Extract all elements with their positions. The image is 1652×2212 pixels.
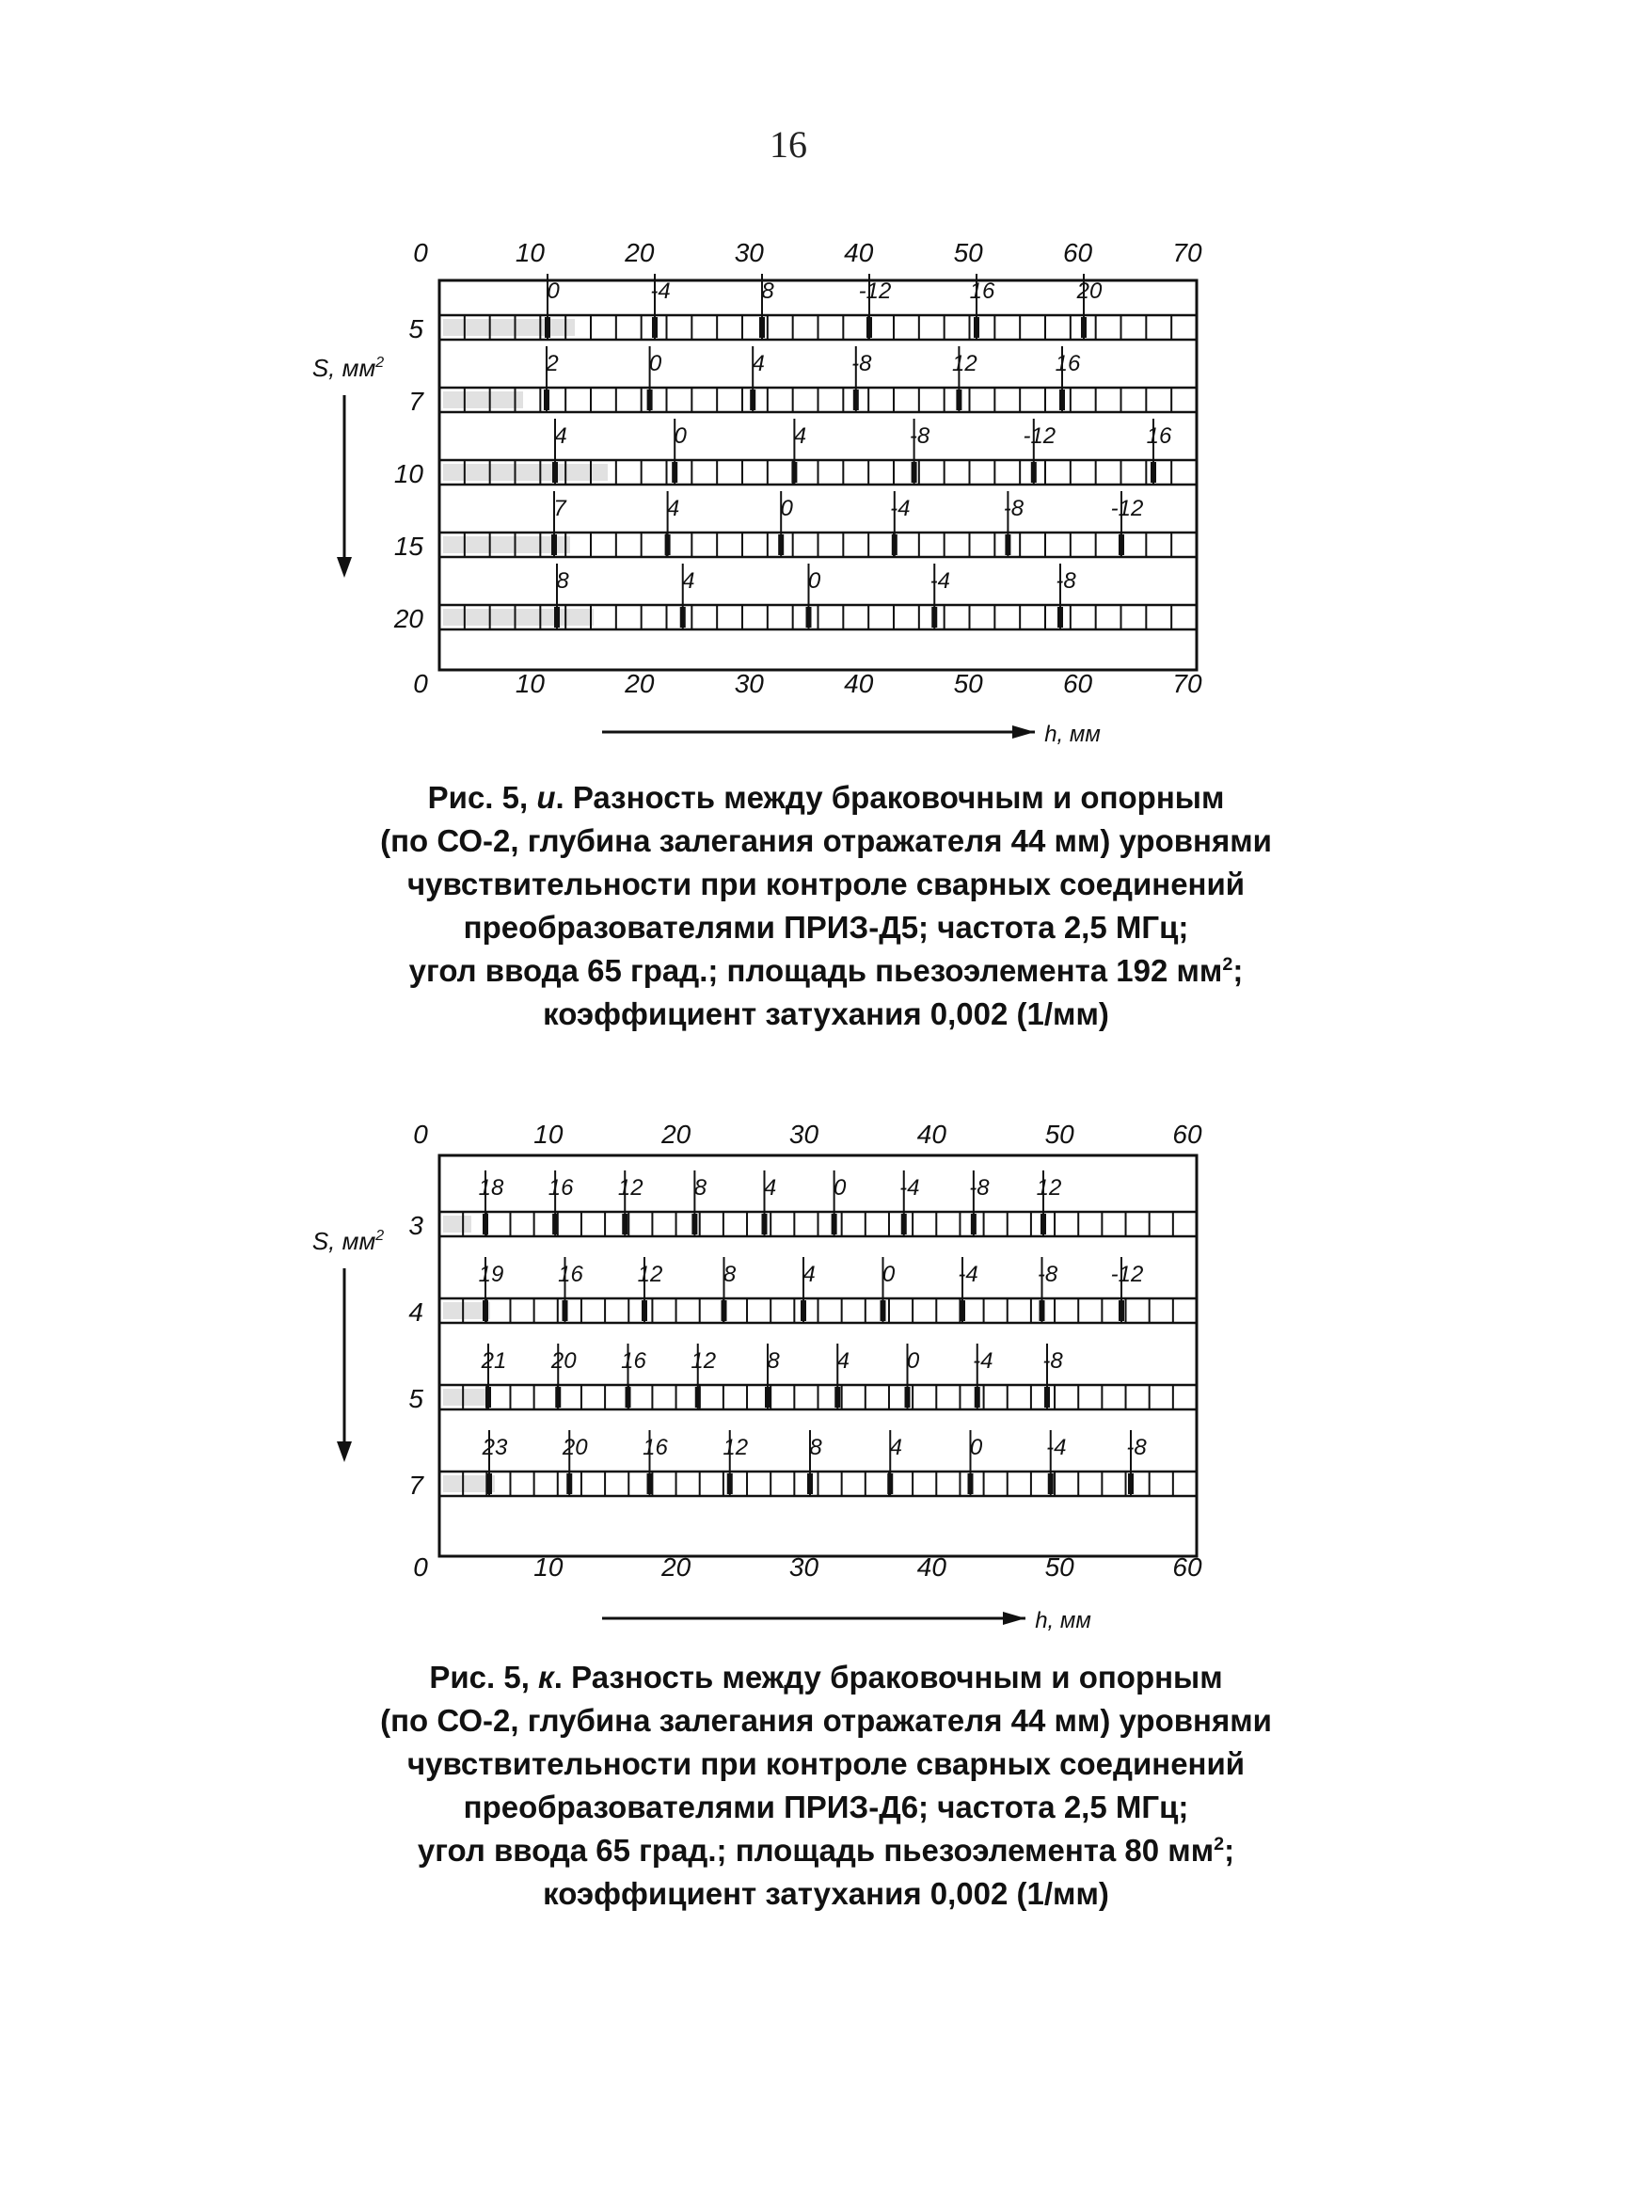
row-value-marker (1040, 1300, 1045, 1321)
bottom-scale-label: 40 (916, 1552, 946, 1582)
row-value-marker (626, 1387, 631, 1408)
row-value-marker (680, 607, 686, 628)
row-value-marker (486, 1473, 492, 1494)
bottom-scale-label: 10 (515, 669, 546, 698)
row-value-marker (642, 1300, 647, 1321)
row-value-label: 12 (723, 1435, 749, 1460)
row-value-marker (1048, 1473, 1054, 1494)
row-value-label: 4 (802, 1262, 816, 1287)
row-value-marker (665, 534, 671, 555)
bottom-scale-label: 50 (1044, 1552, 1074, 1582)
row-value-marker (791, 462, 797, 483)
top-scale-label: 50 (1044, 1120, 1074, 1149)
bottom-scale-label: 40 (844, 669, 874, 698)
row-value-label: 20 (562, 1435, 588, 1460)
caption-line: коэффициент затухания 0,002 (1/мм) (543, 1876, 1109, 1911)
row-value-label: 2 (546, 351, 559, 376)
row-shaded-zone (443, 464, 608, 481)
row-s-label: 3 (408, 1211, 423, 1240)
top-scale-label: 0 (413, 1120, 428, 1149)
bottom-scale-label: 20 (625, 669, 655, 698)
row-s-label: 4 (408, 1297, 423, 1327)
row-value-label: 12 (637, 1262, 663, 1287)
caption-line: чувствительности при контроле сварных соединений (406, 1746, 1246, 1781)
row-value-label: -12 (1110, 1262, 1144, 1287)
row-shaded-zone (443, 319, 575, 336)
s-axis-label-sup: 2 (375, 1228, 385, 1244)
caption-line: угол ввода 65 град.; площадь пьезоэлемента 192 $мм^2$; (408, 953, 1244, 988)
bottom-scale-label: 50 (953, 669, 983, 698)
row-value-marker (974, 317, 979, 338)
row-value-marker (931, 607, 937, 628)
row-value-label: 4 (752, 351, 765, 376)
top-scale-label: 70 (1172, 238, 1202, 267)
h-axis-arrowhead (1012, 725, 1035, 739)
row-value-marker (555, 1387, 561, 1408)
row-value-label: 0 (969, 1435, 983, 1460)
top-scale-label: 0 (413, 238, 428, 267)
row-shaded-zone (443, 609, 594, 626)
bottom-scale-label: 20 (661, 1552, 691, 1582)
row-value-label: 8 (556, 568, 569, 594)
row-value-label: -8 (1003, 496, 1025, 521)
row-value-label: -8 (909, 423, 930, 449)
row-shaded-zone (443, 1389, 485, 1406)
row-value-marker (968, 1473, 974, 1494)
row-value-marker (765, 1387, 770, 1408)
h-axis-label: h, мм (1044, 722, 1101, 747)
row-s-label: 7 (408, 1471, 423, 1500)
row-value-label: 16 (969, 278, 995, 304)
row-s-label: 15 (393, 532, 423, 561)
row-value-label: 0 (807, 568, 821, 594)
row-value-marker (485, 1387, 491, 1408)
row-value-label: 4 (889, 1435, 902, 1460)
row-value-marker (912, 462, 917, 483)
bottom-scale-label: 30 (788, 1552, 819, 1582)
caption-line: преобразователями ПРИЗ-Д5; частота 2,5 МГц; (463, 910, 1189, 945)
row-value-marker (545, 317, 550, 338)
row-value-label: 23 (482, 1435, 508, 1460)
top-scale-label: 10 (515, 238, 546, 267)
s-axis-label: S, $мм^2$ (311, 354, 385, 382)
row-shaded-zone (443, 391, 523, 408)
row-value-label: -8 (1037, 1262, 1058, 1287)
row-value-label: 18 (478, 1175, 504, 1201)
row-shaded-zone (443, 536, 570, 553)
row-value-marker (806, 607, 812, 628)
row-value-label: 8 (809, 1435, 822, 1460)
row-value-label: -8 (1126, 1435, 1147, 1460)
row-s-label: 20 (393, 604, 423, 633)
row-s-label: 5 (408, 1384, 423, 1413)
caption-line: угол ввода 65 град.; площадь пьезоэлемента 80 $мм^2$; (417, 1833, 1235, 1868)
caption-line: Рис. 5, и. Разность между браковочным и опорным (427, 780, 1225, 815)
bottom-scale-label: 60 (1172, 1552, 1202, 1582)
caption-line: (по СО-2, глубина залегания отражателя 44 мм) уровнями (380, 1703, 1272, 1738)
row-value-marker (691, 1214, 697, 1234)
top-scale-label: 60 (1172, 1120, 1202, 1149)
row-value-marker (1119, 534, 1124, 555)
row-value-label: -4 (890, 496, 911, 521)
row-value-marker (960, 1300, 965, 1321)
page-number: 16 (770, 123, 807, 166)
row-value-marker (887, 1473, 893, 1494)
caption-line: чувствительности при контроле сварных соединений (406, 867, 1246, 901)
row-value-marker (483, 1214, 488, 1234)
row-value-marker (1128, 1473, 1134, 1494)
row-value-label: -4 (1046, 1435, 1067, 1460)
top-scale-label: 50 (953, 238, 983, 267)
row-value-marker (1119, 1300, 1124, 1321)
row-value-label: 4 (682, 568, 695, 594)
row-value-marker (483, 1300, 488, 1321)
row-value-label: -8 (969, 1175, 990, 1201)
row-value-label: -12 (1110, 496, 1144, 521)
row-value-marker (1005, 534, 1010, 555)
row-value-marker (853, 390, 859, 410)
row-value-marker (759, 317, 765, 338)
row-value-label: 0 (547, 278, 560, 304)
row-value-label: 0 (780, 496, 793, 521)
top-scale-label: 40 (916, 1120, 946, 1149)
h-axis-arrowhead (1003, 1612, 1025, 1625)
row-shaded-zone (443, 1216, 471, 1233)
figure-5k-caption (167, 1656, 1485, 1916)
row-value-label: -4 (958, 1262, 978, 1287)
row-value-label: -12 (858, 278, 892, 304)
row-value-label: 8 (761, 278, 774, 304)
row-value-label: 16 (548, 1175, 574, 1201)
row-value-marker (647, 390, 653, 410)
s-axis-label: S, $мм^2$ (311, 1227, 385, 1255)
row-value-marker (750, 390, 755, 410)
row-value-label: 8 (723, 1262, 737, 1287)
row-value-marker (971, 1214, 977, 1234)
row-value-marker (892, 534, 897, 555)
row-value-marker (1040, 1214, 1046, 1234)
row-value-label: 12 (691, 1348, 717, 1374)
row-value-label: 4 (763, 1175, 777, 1201)
row-value-marker (554, 607, 560, 628)
row-value-label: 0 (674, 423, 687, 449)
bottom-scale-label: 10 (533, 1552, 564, 1582)
row-value-label: 19 (478, 1262, 504, 1287)
row-value-label: 4 (793, 423, 807, 449)
row-value-marker (672, 462, 677, 483)
row-value-marker (901, 1214, 907, 1234)
top-scale-label: 10 (533, 1120, 564, 1149)
row-value-marker (552, 1214, 558, 1234)
row-value-label: -4 (929, 568, 950, 594)
row-value-marker (881, 1300, 886, 1321)
s-axis-label-sup: 2 (375, 355, 385, 371)
row-value-label: 16 (1055, 351, 1081, 376)
row-s-label: 10 (393, 459, 423, 488)
row-value-label: -8 (1042, 1348, 1063, 1374)
row-value-marker (1151, 462, 1156, 483)
row-value-marker (905, 1387, 911, 1408)
row-value-label: -8 (1056, 568, 1076, 594)
bottom-scale-label: 30 (734, 669, 764, 698)
row-s-label: 7 (408, 387, 423, 416)
bottom-scale-label: 0 (413, 669, 428, 698)
row-value-label: 0 (833, 1175, 847, 1201)
row-value-marker (866, 317, 872, 338)
top-scale-label: 60 (1062, 238, 1093, 267)
row-value-label: -8 (851, 351, 872, 376)
row-value-label: 4 (836, 1348, 850, 1374)
bottom-scale-label: 0 (413, 1552, 428, 1582)
top-scale-label: 30 (788, 1120, 819, 1149)
row-value-marker (807, 1473, 813, 1494)
caption-line: (по СО-2, глубина залегания отражателя 44 мм) уровнями (380, 823, 1272, 858)
row-value-marker (563, 1300, 568, 1321)
row-value-label: 7 (553, 496, 566, 521)
s-axis-arrowhead (337, 1441, 352, 1462)
row-value-label: -4 (650, 278, 671, 304)
row-value-label: 16 (558, 1262, 583, 1287)
row-value-marker (722, 1300, 727, 1321)
row-value-label: 8 (767, 1348, 780, 1374)
row-value-label: 16 (1146, 423, 1172, 449)
row-value-marker (727, 1473, 733, 1494)
row-value-label: 4 (554, 423, 567, 449)
row-value-label: 12 (617, 1175, 643, 1201)
row-value-label: 8 (693, 1175, 707, 1201)
row-value-marker (566, 1473, 572, 1494)
top-scale-label: 20 (625, 238, 655, 267)
row-value-label: -4 (973, 1348, 993, 1374)
row-value-label: 12 (952, 351, 977, 376)
row-value-label: 21 (481, 1348, 507, 1374)
row-value-label: -4 (899, 1175, 920, 1201)
row-value-marker (801, 1300, 806, 1321)
top-scale-label: 20 (661, 1120, 691, 1149)
row-value-marker (551, 534, 557, 555)
row-value-marker (1031, 462, 1037, 483)
row-value-marker (1044, 1387, 1050, 1408)
figure-5k-diagram (0, 1110, 1652, 1656)
row-value-label: 0 (906, 1348, 920, 1374)
row-value-marker (695, 1387, 701, 1408)
row-value-marker (834, 1387, 840, 1408)
row-value-marker (762, 1214, 768, 1234)
row-value-label: -12 (1023, 423, 1056, 449)
row-value-marker (647, 1473, 653, 1494)
row-value-marker (1081, 317, 1087, 338)
row-value-label: 16 (643, 1435, 668, 1460)
row-value-marker (778, 534, 784, 555)
row-value-marker (622, 1214, 627, 1234)
row-value-label: 12 (1036, 1175, 1062, 1201)
row-value-label: 0 (882, 1262, 896, 1287)
s-axis-arrowhead (337, 557, 352, 578)
figure-5i-caption (167, 776, 1485, 1036)
row-value-label: 0 (648, 351, 662, 376)
row-value-label: 20 (1076, 278, 1103, 304)
top-scale-label: 40 (844, 238, 874, 267)
row-value-marker (652, 317, 658, 338)
row-value-marker (552, 462, 558, 483)
row-value-marker (544, 390, 549, 410)
row-value-marker (832, 1214, 837, 1234)
row-value-label: 4 (666, 496, 680, 521)
h-axis-label: h, мм (1035, 1608, 1091, 1633)
caption-line: коэффициент затухания 0,002 (1/мм) (543, 996, 1109, 1031)
bottom-scale-label: 70 (1172, 669, 1202, 698)
bottom-scale-label: 60 (1062, 669, 1093, 698)
caption-line: преобразователями ПРИЗ-Д6; частота 2,5 МГц; (463, 1790, 1189, 1824)
row-value-label: 20 (550, 1348, 577, 1374)
row-value-marker (1057, 607, 1063, 628)
top-scale-label: 30 (734, 238, 764, 267)
row-value-label: 16 (621, 1348, 646, 1374)
row-s-label: 5 (408, 314, 423, 343)
row-value-marker (975, 1387, 980, 1408)
caption-line: Рис. 5, к. Разность между браковочным и опорным (429, 1660, 1223, 1695)
row-value-marker (956, 390, 961, 410)
row-value-marker (1059, 390, 1065, 410)
